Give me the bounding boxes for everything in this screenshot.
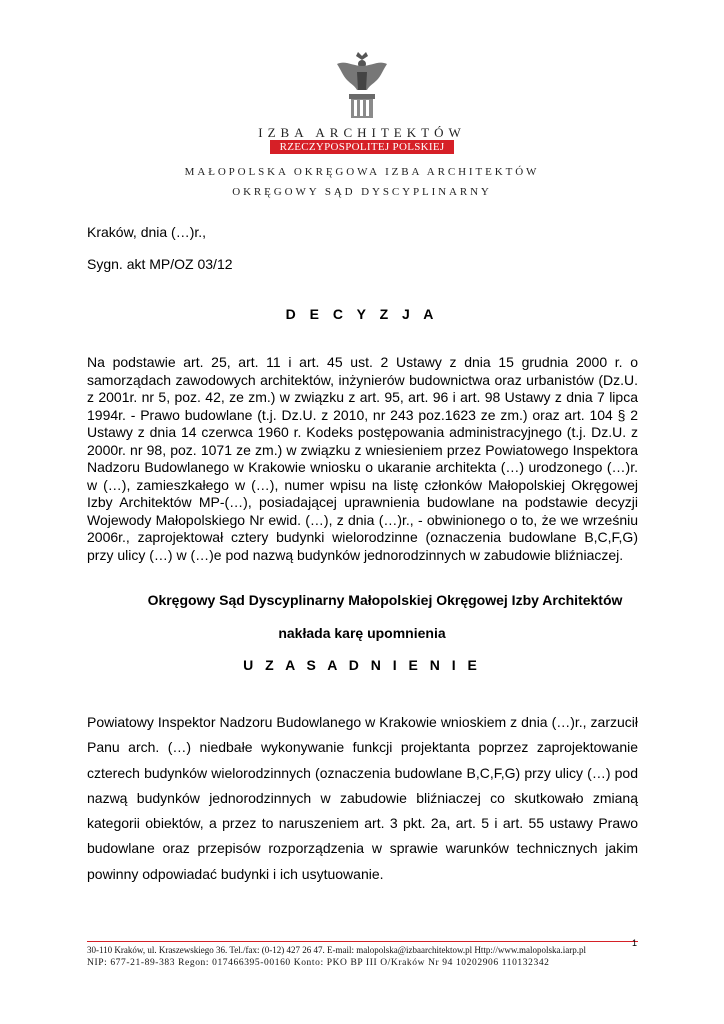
footer-ids: NIP: 677-21-89-383 Regon: 017466395-00160 Konto: PKO BP III O/Kraków Nr 94 10202906 110132342 [87,958,550,968]
justification-paragraph: Powiatowy Inspektor Nadzoru Budowlanego w Krakowie wnioskiem z dnia (…)r., zarzucił Panu arch. (…) niedbałe wykonywanie funkcji projektanta poprzez zaprojektowanie czterech budynków wielorodzinnych (oznaczenia budowlane B,C,F,G) przy ulicy (…) pod nazwą budynków jednorodzinnych w zabudowie bliźniaczej co skutkowało zmianą kategorii obiektów, a przez to naruszeniem art. 3 pkt. 2a, art. 5 i art. 55 ustawy Prawo budowlane oraz przepisów rozporządzenia w sprawie warunków technicznych jakim powinny odpowiadać budynki i ich usytuowanie. [87,714,638,882]
decision-title: D E C Y Z J A [285,306,439,322]
penalty-statement: nakłada karę upomnienia [278,625,446,641]
footer-divider [87,941,638,942]
place-date: Kraków, dnia (…)r., [87,224,207,240]
court-name: Okręgowy Sąd Dyscyplinarny Małopolskiej Okręgowej Izby Architektów [147,592,623,608]
legal-basis-paragraph: Na podstawie art. 25, art. 11 i art. 45 ust. 2 Ustawy z dnia 15 grudnia 2000 r. o samorządach zawodowych architektów, inżynierów budownictwa oraz urbanistów (Dz.U. z 2001r. nr 5, poz. 42, ze zm.) w związku z art. 95, art. 96 i art. 98 Ustawy z dnia 7 lipca 1994r. - Prawo budowlane (t.j. Dz.U. z 2010, nr 243 poz.1623 ze zm.) oraz art. 104 § 2 Ustawy z dnia 14 czerwca 1960 r. Kodeks postępowania administracyjnego (t.j. Dz.U. z 2000r. nr 98, poz. 1071 ze zm.) w związku z wniesieniem przez Powiatowego Inspektora Nadzoru Budowlanego w Krakowie wniosku o ukaranie architekta (…) urodzonego (…)r. w (…), zamieszkałego w (…), numer wpisu na listę członków Małopolskiej Okręgowej Izby Architektów MP-(…), posiadającej uprawnienia budowlane na podstawie decyzji Wojewody Małopolskiego Nr ewid. (…), z dnia (…)r., - obwinionego o to, że we wrześniu 2006r., zaprojektował cztery budynki wielorodzinne (oznaczenia budowlane B,C,F,G) przy ulicy (…) w (…)e pod nazwą budynków jednorodzinnych w zabudowie bliźniaczej. [87,354,638,563]
page-number: 1 [632,938,638,948]
regional-chamber-heading: MAŁOPOLSKA OKRĘGOWA IZBA ARCHITEKTÓW [184,166,540,178]
case-reference: Sygn. akt MP/OZ 03/12 [87,256,233,272]
chamber-subtitle: RZECZYPOSPOLITEJ POLSKIEJ [270,140,454,154]
justification-title: U Z A S A D N I E N I E [243,657,481,673]
footer-address: 30-110 Kraków, ul. Kraszewskiego 36. Tel./fax: (0-12) 427 26 47. E-mail: malopolska@izbaarchitektow.pl Http://www.malopolska.iarp.pl [87,945,587,955]
disciplinary-court-heading: OKRĘGOWY SĄD DYSCYPLINARNY [232,186,492,198]
chamber-name: IZBA ARCHITEKTÓW [258,125,466,140]
polish-eagle-emblem-icon [333,50,391,120]
